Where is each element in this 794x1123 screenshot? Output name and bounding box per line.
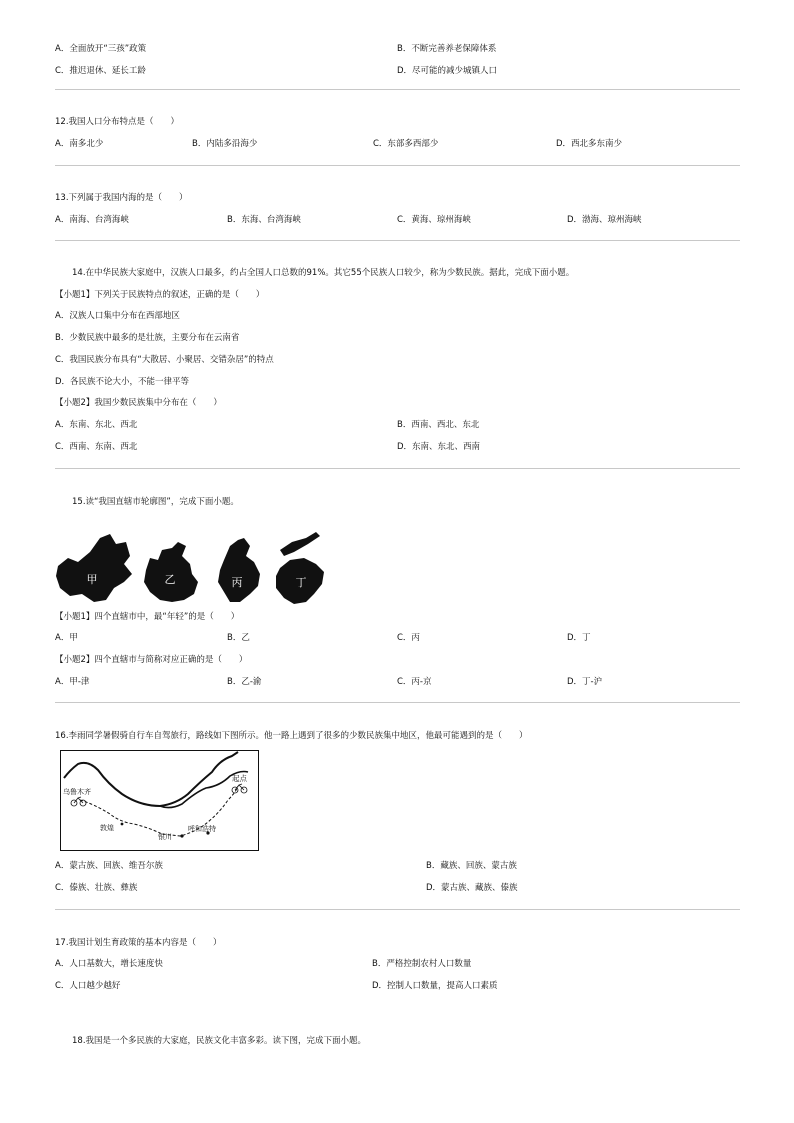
sub-question-1: 【小题1】下列关于民族特点的叙述，正确的是（ ） — [55, 290, 265, 300]
sub-question-1: 【小题1】四个直辖市中，最“年轻”的是（ ） — [55, 612, 240, 622]
option-d[interactable]: D．丁 — [567, 633, 591, 643]
question-stem: 13.下列属于我国内海的是（ ） — [55, 193, 188, 203]
option-d[interactable]: D．渤海、琼州海峡 — [567, 215, 642, 225]
option-a[interactable]: A．甲 — [55, 633, 78, 643]
question-stem: 18.我国是一个多民族的大家庭，民族文化丰富多彩。读下图，完成下面小题。 — [72, 1036, 367, 1046]
label-urumqi: 乌鲁木齐 — [63, 788, 91, 796]
option-b[interactable]: B．乙-渝 — [227, 677, 262, 687]
option-c[interactable]: C．人口越少越好 — [55, 981, 121, 991]
option-b[interactable]: B．严格控制农村人口数量 — [372, 959, 472, 969]
divider — [55, 89, 740, 90]
option-b[interactable]: B．不断完善养老保障体系 — [397, 44, 497, 54]
option-b[interactable]: B．少数民族中最多的是壮族，主要分布在云南省 — [55, 333, 240, 343]
municipality-outline-map — [54, 530, 329, 608]
chongqing-outline — [218, 538, 260, 602]
divider — [55, 909, 740, 910]
option-b[interactable]: B．内陆多沿海少 — [192, 139, 258, 149]
option-d[interactable]: D．控制人口数量，提高人口素质 — [372, 981, 498, 991]
option-c[interactable]: C．丙-京 — [397, 677, 432, 687]
divider — [55, 468, 740, 469]
option-c[interactable]: C．东部多西部少 — [373, 139, 439, 149]
option-b[interactable]: B．乙 — [227, 633, 250, 643]
sub-question-2: 【小题2】我国少数民族集中分布在（ ） — [55, 398, 222, 408]
beijing-outline — [56, 534, 132, 602]
option-a[interactable]: A．南海、台湾海峡 — [55, 215, 129, 225]
map-label-ding: 丁 — [295, 576, 307, 589]
city-dot — [180, 834, 183, 837]
shanghai-outline — [280, 532, 320, 556]
option-d[interactable]: D．西北多东南少 — [556, 139, 623, 149]
option-c[interactable]: C．黄海、琼州海峡 — [397, 215, 471, 225]
question-stem: 14.在中华民族大家庭中，汉族人口最多，约占全国人口总数的91%。其它55个民族人口较少，称为少数民族。据此，完成下面小题。 — [72, 268, 575, 278]
tianjin-outline — [144, 542, 198, 602]
sub-question-2: 【小题2】四个直辖市与简称对应正确的是（ ） — [55, 655, 248, 665]
option-d[interactable]: D．各民族不论大小，不能一律平等 — [55, 377, 190, 387]
option-a[interactable]: A．蒙古族、回族、维吾尔族 — [55, 861, 163, 871]
divider — [55, 165, 740, 166]
divider — [55, 240, 740, 241]
option-d[interactable]: D．蒙古族、藏族、傣族 — [426, 883, 518, 893]
option-a[interactable]: A．南多北少 — [55, 139, 104, 149]
option-a[interactable]: A．汉族人口集中分布在西部地区 — [55, 311, 180, 321]
option-a[interactable]: A．全面放开“三孩”政策 — [55, 44, 147, 54]
option-c[interactable]: C．推迟退休、延长工龄 — [55, 66, 146, 76]
map-label-bing: 丙 — [231, 576, 243, 589]
map-label-yi: 乙 — [164, 573, 176, 586]
question-stem: 16.李雨同学暑假骑自行车自驾旅行，路线如下图所示。他一路上遇到了很多的少数民族集中地区，他最可能遇到的是（ ） — [55, 731, 528, 741]
option-d[interactable]: D．丁-沪 — [567, 677, 603, 687]
question-stem: 15.读“我国直辖市轮廓图”，完成下面小题。 — [72, 497, 239, 507]
city-dot — [121, 823, 124, 826]
option-b[interactable]: B．西南、西北、东北 — [397, 420, 480, 430]
label-start: 起点 — [232, 774, 247, 783]
option-a[interactable]: A．人口基数大，增长速度快 — [55, 959, 163, 969]
question-stem: 12.我国人口分布特点是（ ） — [55, 117, 180, 127]
option-a[interactable]: A．东南、东北、西北 — [55, 420, 138, 430]
label-yinchuan: 银川 — [158, 833, 172, 841]
map-label-jia: 甲 — [86, 573, 98, 586]
option-a[interactable]: A．甲-津 — [55, 677, 90, 687]
route-map — [60, 750, 260, 852]
label-hohhot: 呼和浩特 — [188, 825, 216, 833]
option-c[interactable]: C．西南、东南、西北 — [55, 442, 138, 452]
divider — [55, 702, 740, 703]
label-dunhuang: 敦煌 — [100, 824, 114, 832]
option-d[interactable]: D．尽可能的减少城镇人口 — [397, 66, 498, 76]
question-stem: 17.我国计划生育政策的基本内容是（ ） — [55, 938, 222, 948]
option-c[interactable]: C．傣族、壮族、彝族 — [55, 883, 138, 893]
option-c[interactable]: C．我国民族分布具有“大散居、小聚居、交错杂居”的特点 — [55, 355, 274, 365]
option-b[interactable]: B．东海、台湾海峡 — [227, 215, 301, 225]
option-c[interactable]: C．丙 — [397, 633, 420, 643]
option-b[interactable]: B．藏族、回族、蒙古族 — [426, 861, 517, 871]
option-d[interactable]: D．东南、东北、西南 — [397, 442, 481, 452]
